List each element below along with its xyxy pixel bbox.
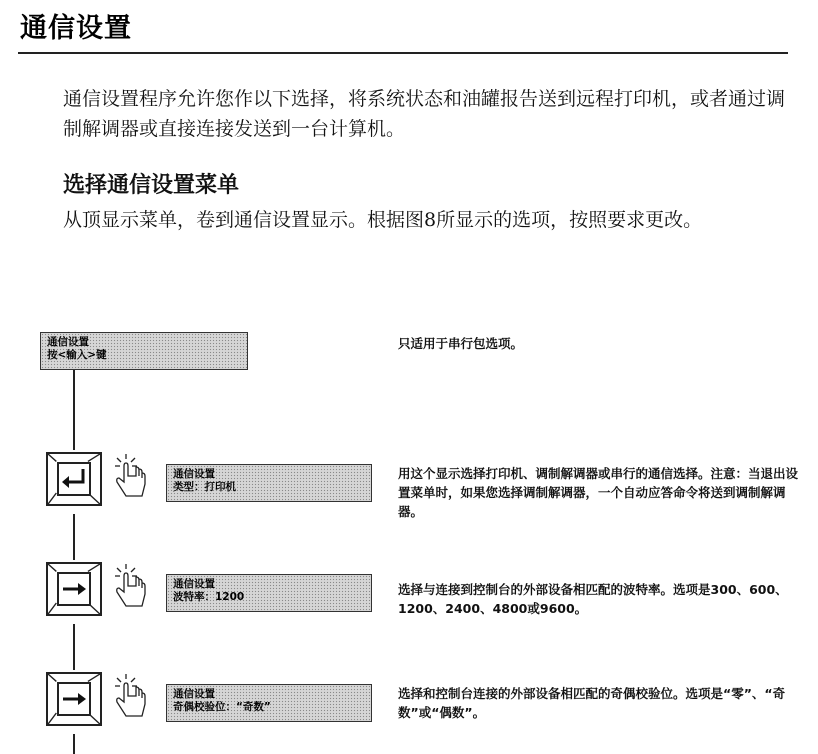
lcd-line-1: 通信设置 [173,578,215,590]
pointing-hand-icon [112,452,156,502]
right-arrow-key[interactable] [46,562,102,616]
lcd-line-2: 奇偶校验位：“奇数” [173,701,271,713]
page-title: 通信设置 [20,13,132,44]
lcd-display-baud-rate [166,574,372,612]
section-title: 选择通信设置菜单 [63,173,240,198]
step0-note: 只适用于串行包选项。 [398,336,524,351]
enter-key[interactable] [46,452,102,506]
lcd-line-1: 通信设置 [47,336,89,348]
section-paragraph: 从顶显示菜单，卷到通信设置显示。根据图8所显示的选项，按照要求更改。 [63,209,703,231]
arrow-right-icon [59,574,89,604]
lcd-display-type [166,464,372,502]
pointing-hand-icon [112,672,156,722]
lcd-line-1: 通信设置 [173,688,215,700]
lcd-line-1: 通信设置 [173,468,215,480]
lcd-display-parity [166,684,372,722]
flow-connector [73,514,75,560]
lcd-display-comm-setup [40,332,248,370]
title-rule [18,52,788,54]
lcd-line-2: 类型：打印机 [173,481,236,493]
intro-paragraph: 通信设置程序允许您作以下选择，将系统状态和油罐报告送到远程打印机，或者通过调制解调器或直接连接发送到一台计算机。 [63,88,786,140]
step2-note: 选择与连接到控制台的外部设备相匹配的波特率。选项是300、600、1200、2400、4800或9600。 [398,582,788,616]
enter-key-icon [59,464,89,494]
right-arrow-key[interactable] [46,672,102,726]
step3-note: 选择和控制台连接的外部设备相匹配的奇偶校验位。选项是“零”、“奇数”或“偶数”。 [398,686,786,720]
pointing-hand-icon [112,562,156,612]
flow-connector [73,624,75,670]
arrow-right-icon [59,684,89,714]
lcd-line-2: 波特率：1200 [173,591,245,603]
flow-connector [73,734,75,754]
step1-note: 用这个显示选择打印机、调制解调器或串行的通信选择。注意：当退出设置菜单时，如果您选择调制解调器，一个自动应答命令将送到调制解调器。 [398,466,799,519]
lcd-line-2: 按<输入>键 [47,349,107,361]
flow-connector [73,370,75,450]
